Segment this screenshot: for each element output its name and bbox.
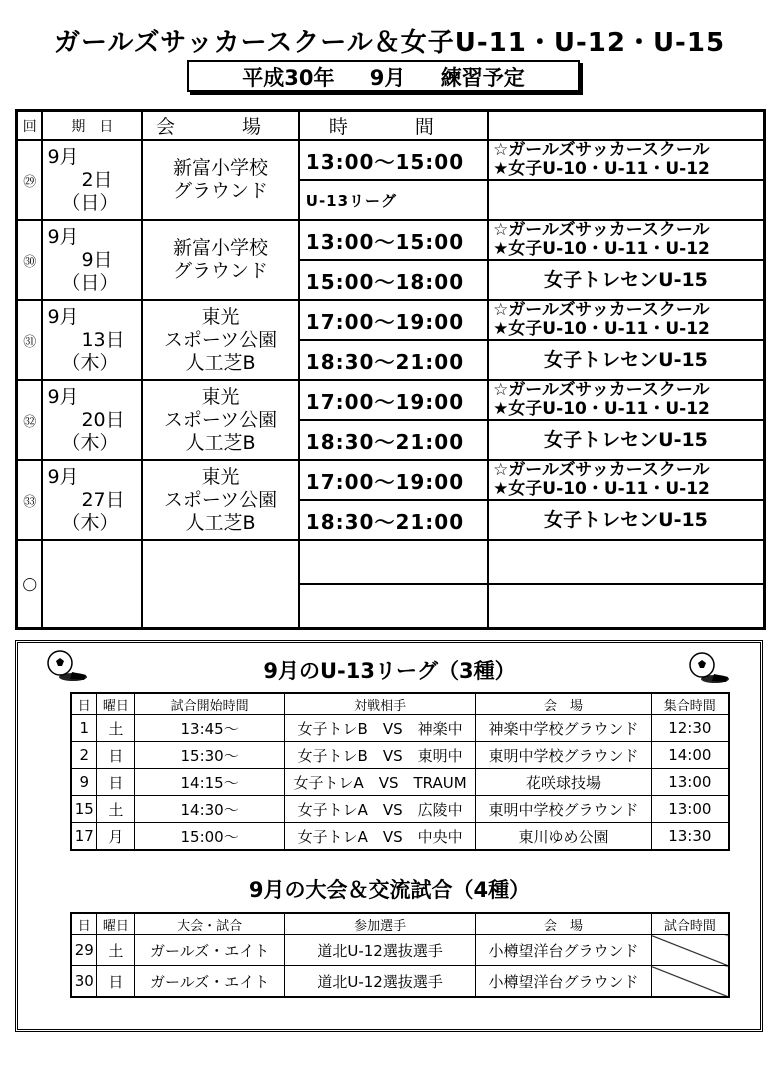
session-program bbox=[488, 460, 764, 500]
league-cell: 14:30～ bbox=[135, 796, 285, 823]
tournament-cell: 道北U-12選抜選手 bbox=[284, 935, 475, 966]
date-weekday: （木） bbox=[61, 511, 119, 534]
date-day: 20日 bbox=[81, 408, 125, 431]
session-number: ㉜ bbox=[17, 380, 43, 460]
league-cell: 東明中学校グラウンド bbox=[476, 796, 651, 823]
header-time: 時 間 bbox=[299, 111, 488, 141]
session-program bbox=[488, 340, 764, 380]
program-line: ★女子U-10・U-11・U-12 bbox=[493, 399, 710, 419]
tournament-cell: 小樽望洋台グラウンド bbox=[476, 966, 651, 998]
tournament-header-cell: 試合時間 bbox=[651, 913, 729, 935]
league-cell: 女子トレB VS 神楽中 bbox=[284, 715, 475, 742]
tournament-header-cell: 会 場 bbox=[476, 913, 651, 935]
date-day: 9日 bbox=[81, 248, 113, 271]
header-venue: 会 場 bbox=[142, 111, 299, 141]
tournament-cell: 土 bbox=[97, 935, 135, 966]
program-line: ☆ガールズサッカースクール bbox=[493, 140, 710, 160]
date-day: 2日 bbox=[81, 168, 113, 191]
session-venue bbox=[142, 300, 299, 380]
date-month: 9月 bbox=[47, 465, 79, 488]
date-day: 13日 bbox=[81, 328, 125, 351]
league-cell: 東川ゆめ公園 bbox=[476, 823, 651, 851]
session-number: ㉝ bbox=[17, 460, 43, 540]
header-program bbox=[488, 111, 764, 141]
tournament-cell: 日 bbox=[97, 966, 135, 998]
session-program bbox=[488, 220, 764, 260]
session-program bbox=[488, 500, 764, 540]
tournament-cell: ガールズ・エイト bbox=[135, 935, 285, 966]
venue-line: グラウンド bbox=[173, 180, 269, 202]
league-cell: 15:30～ bbox=[135, 742, 285, 769]
league-row bbox=[71, 796, 729, 823]
session-program bbox=[488, 140, 764, 180]
program-line: ★女子U-10・U-11・U-12 bbox=[493, 479, 710, 499]
practice-schedule-table bbox=[15, 109, 766, 630]
tournament-header-cell: 参加選手 bbox=[284, 913, 475, 935]
league-title: 9月のU-13リーグ（3種） bbox=[263, 659, 516, 683]
schedule-row bbox=[17, 380, 765, 420]
subtitle-month: 9月 bbox=[369, 66, 406, 90]
schedule-row bbox=[17, 460, 765, 500]
page-subtitle bbox=[187, 60, 580, 92]
date-month: 9月 bbox=[47, 145, 79, 168]
session-time: 18:30～21:00 bbox=[299, 340, 488, 380]
session-date bbox=[42, 380, 142, 460]
league-row bbox=[71, 769, 729, 796]
venue-line: スポーツ公園 bbox=[163, 408, 278, 431]
league-header-cell: 曜日 bbox=[97, 693, 135, 715]
program-line: ★女子U-10・U-11・U-12 bbox=[493, 239, 710, 259]
session-program bbox=[488, 420, 764, 460]
program-line: ☆ガールズサッカースクール bbox=[493, 300, 710, 320]
session-time: 17:00～19:00 bbox=[299, 300, 488, 340]
league-cell: 9 bbox=[71, 769, 97, 796]
session-time: 18:30～21:00 bbox=[299, 420, 488, 460]
program-line: 女子トレセンU-15 bbox=[544, 268, 708, 291]
page-title: ガールズサッカースクール＆女子U-11・U-12・U-15 bbox=[53, 28, 726, 58]
header-date: 期 日 bbox=[42, 111, 142, 141]
tournament-cell: 道北U-12選抜選手 bbox=[284, 966, 475, 998]
venue-line: スポーツ公園 bbox=[163, 488, 278, 511]
session-time: 13:00～15:00 bbox=[299, 220, 488, 260]
schedule-row bbox=[17, 300, 765, 340]
session-date bbox=[42, 140, 142, 220]
league-cell: 女子トレA VS 広陵中 bbox=[284, 796, 475, 823]
tournament-table bbox=[70, 912, 730, 998]
session-date bbox=[42, 300, 142, 380]
schedule-row bbox=[17, 140, 765, 180]
program-line: ☆ガールズサッカースクール bbox=[493, 380, 710, 400]
header-no: 回 bbox=[17, 111, 43, 141]
venue-line: 東光 bbox=[201, 385, 240, 408]
tournament-header-cell: 曜日 bbox=[97, 913, 135, 935]
date-month: 9月 bbox=[47, 225, 79, 248]
session-time: 13:00～15:00 bbox=[299, 140, 488, 180]
league-table bbox=[70, 692, 730, 851]
league-cell: 花咲球技場 bbox=[476, 769, 651, 796]
session-time bbox=[299, 584, 488, 629]
venue-line: 新富小学校 bbox=[173, 157, 269, 179]
league-cell: 13:30 bbox=[651, 823, 729, 851]
session-program bbox=[488, 540, 764, 584]
date-weekday: （木） bbox=[61, 351, 119, 374]
league-cell: 月 bbox=[97, 823, 135, 851]
venue-line: 東光 bbox=[201, 305, 240, 328]
session-number: ◯ bbox=[17, 540, 43, 629]
session-venue bbox=[142, 380, 299, 460]
league-cell: 東明中学校グラウンド bbox=[476, 742, 651, 769]
league-cell: 2 bbox=[71, 742, 97, 769]
tournament-cell: 小樽望洋台グラウンド bbox=[476, 935, 651, 966]
league-cell: 14:00 bbox=[651, 742, 729, 769]
session-time bbox=[299, 540, 488, 584]
program-line: 女子トレセンU-15 bbox=[544, 428, 708, 451]
league-cell: 日 bbox=[97, 742, 135, 769]
subtitle-era: 平成30年 bbox=[242, 66, 335, 90]
tournament-cell: 29 bbox=[71, 935, 97, 966]
date-month: 9月 bbox=[47, 385, 79, 408]
league-cell: 12:30 bbox=[651, 715, 729, 742]
tournament-cell bbox=[651, 966, 729, 998]
league-cell: 女子トレB VS 東明中 bbox=[284, 742, 475, 769]
league-header-cell: 試合開始時間 bbox=[135, 693, 285, 715]
tournament-title: 9月の大会＆交流試合（4種） bbox=[248, 878, 531, 902]
session-date bbox=[42, 220, 142, 300]
date-weekday: （日） bbox=[61, 191, 119, 214]
session-date bbox=[42, 540, 142, 629]
session-program bbox=[488, 260, 764, 300]
date-weekday: （日） bbox=[61, 271, 119, 294]
venue-line: 新富小学校 bbox=[173, 237, 269, 259]
league-cell: 1 bbox=[71, 715, 97, 742]
tournament-header-cell: 日 bbox=[71, 913, 97, 935]
tournament-row bbox=[71, 966, 729, 998]
tournament-header-cell: 大会・試合 bbox=[135, 913, 285, 935]
session-time: U-13リーグ bbox=[299, 180, 488, 220]
session-number: ㉙ bbox=[17, 140, 43, 220]
venue-line: 人工芝B bbox=[185, 511, 256, 534]
program-line: 女子トレセンU-15 bbox=[544, 348, 708, 371]
league-cell: 女子トレA VS TRAUM bbox=[284, 769, 475, 796]
tournament-cell bbox=[651, 935, 729, 966]
session-program bbox=[488, 300, 764, 340]
league-cell: 15:00～ bbox=[135, 823, 285, 851]
league-cell: 13:45～ bbox=[135, 715, 285, 742]
league-cell: 女子トレA VS 中央中 bbox=[284, 823, 475, 851]
tournament-row bbox=[71, 935, 729, 966]
session-time: 15:00～18:00 bbox=[299, 260, 488, 300]
program-line: ☆ガールズサッカースクール bbox=[493, 460, 710, 480]
session-time: 18:30～21:00 bbox=[299, 500, 488, 540]
venue-line: グラウンド bbox=[173, 260, 269, 282]
session-number: ㉛ bbox=[17, 300, 43, 380]
program-line: ★女子U-10・U-11・U-12 bbox=[493, 159, 710, 179]
date-day: 27日 bbox=[81, 488, 125, 511]
session-program bbox=[488, 584, 764, 629]
session-program bbox=[488, 180, 764, 220]
schedule-header-row bbox=[17, 111, 765, 141]
date-month: 9月 bbox=[47, 305, 79, 328]
session-time: 17:00～19:00 bbox=[299, 380, 488, 420]
session-venue bbox=[142, 540, 299, 629]
session-venue bbox=[142, 460, 299, 540]
session-venue bbox=[142, 140, 299, 220]
league-header-cell: 集合時間 bbox=[651, 693, 729, 715]
venue-line: スポーツ公園 bbox=[163, 328, 278, 351]
session-venue bbox=[142, 220, 299, 300]
venue-line: 東光 bbox=[201, 465, 240, 488]
league-row bbox=[71, 715, 729, 742]
league-row bbox=[71, 823, 729, 851]
league-cell: 13:00 bbox=[651, 796, 729, 823]
league-cell: 神楽中学校グラウンド bbox=[476, 715, 651, 742]
schedule-row-blank bbox=[17, 540, 765, 584]
league-header-row bbox=[71, 693, 729, 715]
tournament-header-row bbox=[71, 913, 729, 935]
program-line: ☆ガールズサッカースクール bbox=[493, 220, 710, 240]
program-line: 女子トレセンU-15 bbox=[544, 508, 708, 531]
session-time: 17:00～19:00 bbox=[299, 460, 488, 500]
league-cell: 土 bbox=[97, 715, 135, 742]
schedule-row bbox=[17, 220, 765, 260]
venue-line: 人工芝B bbox=[185, 431, 256, 454]
session-date bbox=[42, 460, 142, 540]
session-program bbox=[488, 380, 764, 420]
league-header-cell: 日 bbox=[71, 693, 97, 715]
league-cell: 日 bbox=[97, 769, 135, 796]
date-weekday: （木） bbox=[61, 431, 119, 454]
league-cell: 14:15～ bbox=[135, 769, 285, 796]
league-header-cell: 対戦相手 bbox=[284, 693, 475, 715]
session-number: ㉚ bbox=[17, 220, 43, 300]
league-cell: 13:00 bbox=[651, 769, 729, 796]
league-cell: 17 bbox=[71, 823, 97, 851]
league-cell: 15 bbox=[71, 796, 97, 823]
tournament-cell: 30 bbox=[71, 966, 97, 998]
venue-line: 人工芝B bbox=[185, 351, 256, 374]
league-row bbox=[71, 742, 729, 769]
league-header-cell: 会 場 bbox=[476, 693, 651, 715]
program-line: ★女子U-10・U-11・U-12 bbox=[493, 319, 710, 339]
subtitle-label: 練習予定 bbox=[440, 66, 525, 90]
league-cell: 土 bbox=[97, 796, 135, 823]
tournament-cell: ガールズ・エイト bbox=[135, 966, 285, 998]
